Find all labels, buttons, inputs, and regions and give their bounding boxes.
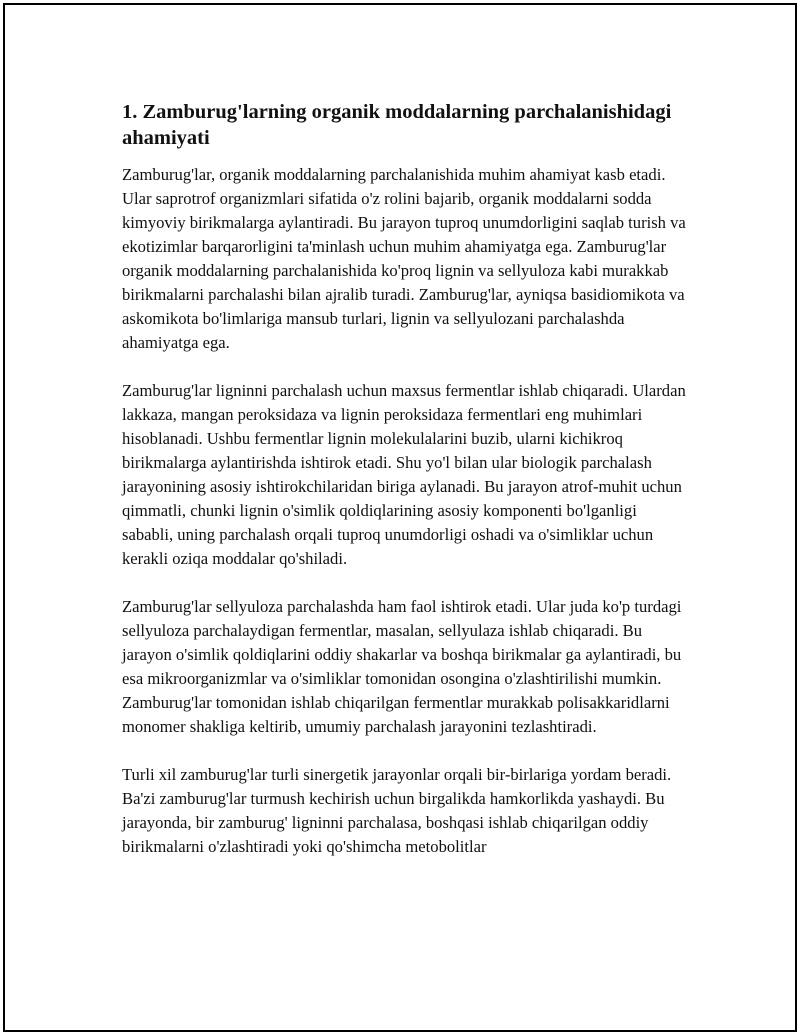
paragraph-3: Zamburug'lar sellyuloza parchalashda ham faol ishtirok etadi. Ular juda ko'p turdagi sellyuloza parchalaydigan fermentlar, masalan, sellyulaza ishlab chiqaradi. Bu jarayon o'simlik qoldiqlarini oddiy shakarlar va boshqa birikmalar ga aylantiradi, bu esa mikroorganizmlar va o'simliklar tomonidan osongina o'zlashtirilishi mumkin. Zamburug'lar tomonidan ishlab chiqarilgan fermentlar murakkab polisakkaridlarni monomer shakliga keltirib, umumiy parchalash jarayonini tezlashtiradi. [122,597,682,736]
page-frame [3,3,797,1032]
paragraph-1: Zamburug'lar, organik moddalarning parchalanishida muhim ahamiyat kasb etadi. Ular saprotrof organizmlari sifatida o'z rolini bajarib, organik moddalarni sodda kimyoviy birikmalarga aylantiradi. Bu jarayon tuproq unumdorligini saqlab turish va ekotizimlar barqarorligini ta'minlash uchun muhim ahamiyatga ega. Zamburug'lar organik moddalarning parchalanishida ko'proq lignin va sellyuloza kabi murakkab birikmalarni parchalashi bilan ajralib turadi. Zamburug'lar, ayniqsa basidiomikota va askomikota bo'limlariga mansub turlari, lignin va sellyulozani parchalashda ahamiyatga ega. [122,165,686,352]
paragraph-2: Zamburug'lar ligninni parchalash uchun maxsus fermentlar ishlab chiqaradi. Ulardan lakkaza, mangan peroksidaza va lignin peroksidaza fermentlari eng muhimlari hisoblanadi. Ushbu fermentlar lignin molekulalarini buzib, ularni kichikroq birikmalarga aylantirishda ishtirok etadi. Shu yo'l bilan ular biologik parchalash jarayonining asosiy ishtirokchilaridan biriga aylanadi. Bu jarayon atrof-muhit uchun qimmatli, chunki lignin o'simlik qoldiqlarining asosiy komponenti bo'lganligi sababli, uning parchalash orqali tuproq unumdorligi oshadi va o'simliklar uchun kerakli oziqa moddalar qo'shiladi. [122,381,686,568]
section-heading: 1. Zamburug'larning organik moddalarning parchalanishidagi ahamiyati [122,101,672,149]
paragraph-4: Turli xil zamburug'lar turli sinergetik jarayonlar orqali bir-birlariga yordam beradi. Ba'zi zamburug'lar turmush kechirish uchun birgalikda hamkorlikda yashaydi. Bu jarayonda, bir zamburug' ligninni parchalasa, boshqasi ishlab chiqarilgan oddiy birikmalarni o'zlashtiradi yoki qo'shimcha metobolitlar [122,765,672,856]
document-body [122,99,692,883]
